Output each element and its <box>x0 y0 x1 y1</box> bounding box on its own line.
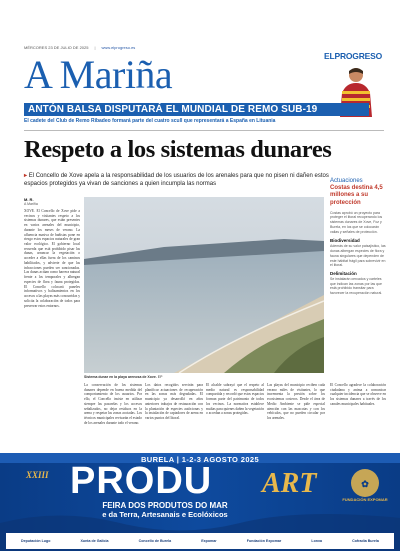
ad-dates: BURELA | 1-2-3 AGOSTO 2025 <box>140 455 260 464</box>
ad-edition: XXIII <box>26 470 49 480</box>
sidebar-subheading: Costas destina 4,5 millones a su protección <box>330 185 383 206</box>
bullet-icon: ▸ <box>24 173 28 179</box>
deck-text: El Concello de Xove apela a la responsabilidad de los usuarios de los arenales para que no pisen ni dañen estos espacios protegidos ya vivan de sanciones a quien incumpla las normas <box>24 173 329 188</box>
sponsor-logo: Fundación Expomar <box>246 539 282 543</box>
beach-dune-photo <box>84 197 324 373</box>
sidebar-heading: Actuaciones <box>330 178 363 184</box>
website-link[interactable]: www.elprogreso.es <box>101 44 136 50</box>
sidebar-section-title: Delimitación <box>330 270 357 276</box>
article-column-2: La conservación de los sistemas dunares depende en buena medida del comportamiento de los usuarios. Por ello, el Concello insiste en utilizar siempre las pasarelas y los accesos señalizados, no dejar residuos en la arena y respetar las zonas acotadas. Los técnicos municipales revisarán el estado de los arenales durante todo el verano. <box>84 383 142 425</box>
photo-credit: EP <box>157 375 163 379</box>
article-column-6: El Concello agradece la colaboración ciudadana y anima a comunicar cualquier incidencia que se observe en los sistemas dunares a través de los canales municipales habituales. <box>330 383 386 406</box>
sidebar-intro: Costas aprobó un proyecto para proteger el litoral recuperando los sistemas dunares de Xove, Foz y Burela, en los que se colocarán vallas y señales de protección. <box>330 210 383 234</box>
svg-text:✿: ✿ <box>361 479 369 489</box>
article-deck <box>24 172 342 188</box>
article-column-5: Las playas del municipio reciben cada verano miles de visitantes, lo que incrementa la presión sobre los ecosistemas costeros. Desde el área de Medio Ambiente se pide especial atención con las mascotas y con los vehículos, que no pueden circular por los arenales. <box>267 383 325 421</box>
sidebar-section-text: Además de su valor paisajístico, las dunas albergan especies de flora y fauna singulares que dependen de este hábitat frágil para sobrevivir en el litoral. <box>330 244 386 268</box>
ad-art-logo: ART <box>262 468 317 499</box>
sponsor-logo: Deputación Lugo <box>21 539 51 543</box>
sponsor-logo: Cofradía Burela <box>352 539 379 543</box>
ad-foundation-logo: FUNDACIÓN EXPOMAR <box>342 497 388 502</box>
sidebar-box <box>330 178 386 378</box>
sponsor-logo: Xunta de Galicia <box>80 539 109 543</box>
photo-caption <box>84 375 324 379</box>
divider <box>24 130 384 131</box>
kicker-subtitle: El cadete del Club de Remo Ribadeo formará parte del cuatro scull que representará a España en Lituania <box>24 118 276 124</box>
article-column-4: El alcalde subrayó que el respeto al medio natural es responsabilidad compartida y recordó que estos espacios forman parte del patrimonio de todos los vecinos. La normativa establece multas para quienes dañen la vegetación o accedan a zonas protegidas. <box>206 383 264 416</box>
sidebar-section-text: Se instalarán cercados y carteles que indican las zonas por las que está prohibido transitar para favorecer la recuperación natural. <box>330 276 383 296</box>
kicker-title: ANTÓN BALSA DISPUTARÁ EL MUNDIAL DE REMO SUB-19 <box>28 103 318 115</box>
ad-subtitle-2: e da Terra, Artesanais e Ecolóxicos <box>102 510 228 519</box>
edition-date: MÉRCORES 23 DE JULIO DE 2025 <box>24 44 89 50</box>
ad-title: PRODU <box>70 460 213 502</box>
sponsor-logo: Concello de Burela <box>138 539 172 543</box>
byline-location: A Mariña <box>24 202 38 207</box>
sponsor-logos-strip <box>6 533 394 549</box>
section-title: A Mariña <box>24 52 173 97</box>
column-text: XOVE. El Concello de Xove pide a vecinos y visitantes respeto a los sistemas dunares, que están presentes en varios arenales del municipio, durante los meses de verano. La afluencia masiva de bañistas pone en riesgo estos espacios naturales de gran valor ecológico. El gobierno local recuerda que está prohibido pisar las dunas, arrancar la vegetación o acceder a ellas fuera de los caminos habilitados, y advierte de que las infracciones pueden ser sancionadas. Las dunas actúan como barrera natural frente a los temporales y albergan especies de flora y fauna protegidas. El Concello colocará paneles informativos y balizamientos en los accesos a las playas más concurridas y solicita la colaboración de todos para preservar estos entornos. <box>24 208 80 308</box>
article-column-1 <box>24 197 80 445</box>
newspaper-logo: ELPROGRESO <box>324 51 382 61</box>
byline: M. R. <box>24 197 34 202</box>
sponsor-logo: Expomar <box>201 539 217 543</box>
main-headline: Respeto a los sistemas dunares <box>24 136 332 163</box>
caption-text: Sistema dunar en la playa arenosa de Xove. <box>84 375 157 379</box>
date-bar: MÉRCORES 23 DE JULIO DE 2025 | www.elprogreso.es <box>24 44 136 50</box>
article-column-3: Los datos recogidos servirán para planificar actuaciones de recuperación en las zonas más degradadas. El municipio ya desarrolló en años anteriores trabajos de restauración con la plantación de especies autóctonas y la instalación de captadores de arena en varios puntos del litoral. <box>145 383 203 421</box>
sponsor-logo: Lonxa <box>311 539 323 543</box>
kicker-banner <box>24 103 369 116</box>
sidebar-section-title: Biodiversidad <box>330 238 360 244</box>
ad-subtitle-1: FEIRA DOS PRODUTOS DO MAR <box>102 501 228 510</box>
